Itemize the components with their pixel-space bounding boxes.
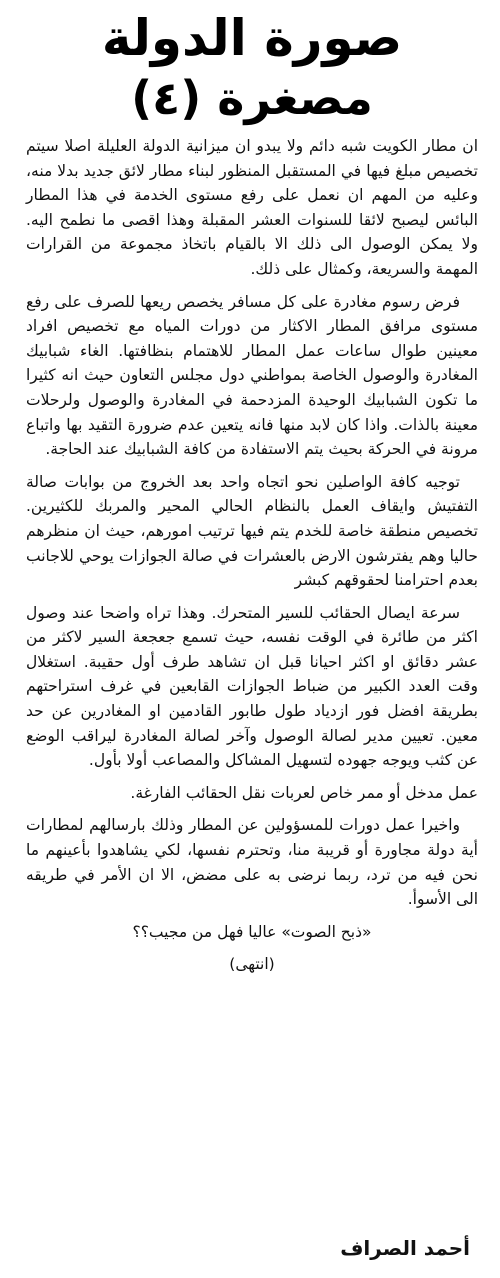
paragraph-baggage-speed: سرعة ايصال الحقائب للسير المتحرك. وهذا تراه واضحا عند وصول اكثر من طائرة في الوقت نفسه، حيث تسمع جعجعة السير لاكثر من عشر دقائق او اكثر احيانا قبل ان تشاهد طرف أول حقيبة. استغلال وقت العدد الكبير من ضباط الجوازات القابعين في غرف استراحتهم بطريقة افضل فور ازدياد طول طابور القادمين او المغادرين عن حد معين. تعيين مدير لصالة الوصول وآخر لصالة المغادرة ليراقب الوضع عن كثب ويوجه جهوده لتسهيل المشاكل والمصاعب أولا بأول.	[26, 603, 478, 770]
article-title-line-1: صورة الدولة	[101, 9, 403, 67]
paragraph-arrivals-direction: توجيه كافة الواصلين نحو اتجاه واحد بعد الخروج من بوابات صالة التفتيش وايقاف العمل بالنظام الحالي المحير والمربك للكثيرين. تخصيص منطقة خاصة للخدم يتم فيها ترتيب امورهم، حيث ان منظرهم حاليا وهم يفترشون الارض بالعشرات في صالة الجوازات يوحي للاجانب بعدم احترامنا لحقوقهم كبشر	[26, 472, 478, 590]
paragraph-end-mark: (انتهى)	[229, 955, 275, 974]
paragraph-trolley-lane: عمل مدخل أو ممر خاص لعربات نقل الحقائب الفارغة.	[130, 783, 478, 802]
paragraph-closing-quote: «ذبح الصوت» عاليا فهل من مجيب؟؟	[132, 922, 372, 941]
author-name: أحمد الصراف	[340, 1236, 470, 1260]
paragraph-intro: ان مطار الكويت شبه دائم ولا يبدو ان ميزانية الدولة العليلة اصلا سيتم تخصيص مبلغ فيها في المستقبل المنظور لبناء مطار لائق جديد بدلا منه، وعليه من المهم ان نعمل على رفع مستوى الخدمة في هذا المطار البائس ليصبح لائقا للسنوات العشر المقبلة وهذا اقصى ما نطمح اليه. ولا يمكن الوصول الى ذلك الا بالقيام باتخاذ مجموعة من القرارات المهمة والسريعة، وكمثال على ذلك.	[26, 137, 478, 278]
article-body	[26, 134, 478, 977]
article-title-line-2: مصغرة (٤)	[131, 71, 373, 125]
paragraph-training-trips: واخيرا عمل دورات للمسؤولين عن المطار وذلك بارسالهم لمطارات أية دولة مجاورة أو قريبة منا، وتحترم نفسها، لكي يشاهدوا بأعينهم ما نحن فيه من ترد، ربما نرضى به على مضض، الا ان الأمر في طريقه الى الأسوأ.	[26, 816, 478, 909]
paragraph-departure-fees: فرض رسوم مغادرة على كل مسافر يخصص ريعها للصرف على رفع مستوى مرافق المطار الاكثار من دورات المياه مع تخصيص افراد معينين طوال ساعات عمل المطار للاهتمام بنظافتها. الغاء شبابيك المغادرة والوصول الخاصة بمواطني دول مجلس التعاون حيث انه كثيرا ما تكون الشبابيك الوحيدة المزدحمة في المغادرة والوصول ولرحلات معينة بالذات. واذا كان لابد منها فانه يتعين عدم ضرورة التقيد بها واتباع مرونة في الحركة بحيث يتم الاستفادة من كافة الشبابيك عند الحاجة.	[26, 292, 478, 459]
